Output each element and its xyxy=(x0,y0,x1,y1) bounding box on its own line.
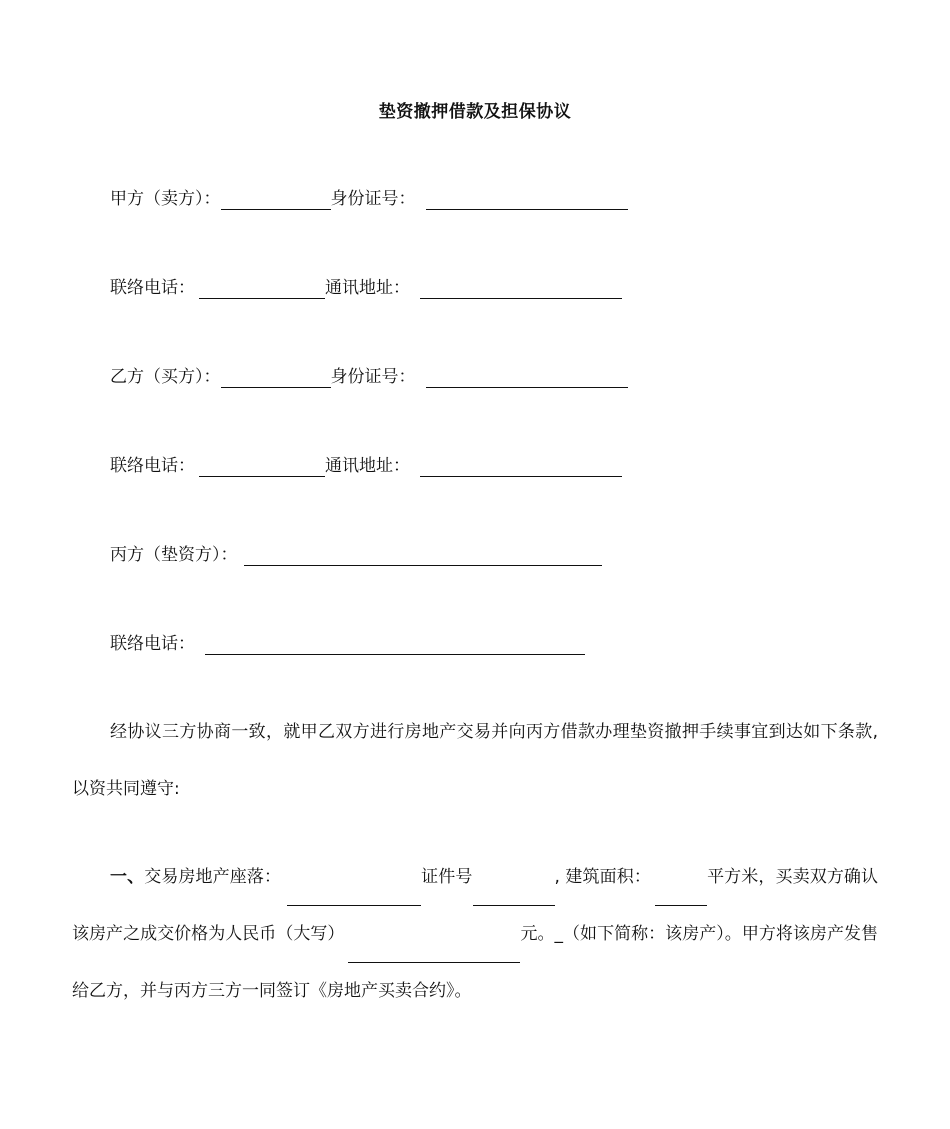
party-b-phone-field[interactable] xyxy=(199,458,325,477)
property-area-field[interactable] xyxy=(655,887,707,906)
party-a-label: 甲方（卖方）： xyxy=(110,189,221,209)
party-a-phone-field[interactable] xyxy=(199,280,325,299)
clause-1-location-label: 交易房地产座落： xyxy=(144,867,282,887)
property-location-field[interactable] xyxy=(287,887,421,906)
party-a-id-label: 身份证号： xyxy=(330,189,416,209)
party-b-address-label: 通讯地址： xyxy=(325,456,410,476)
party-a-address-field[interactable] xyxy=(420,280,622,299)
party-a-address-label: 通讯地址： xyxy=(325,278,410,298)
clause-1-cert-label: 证件号 xyxy=(421,867,473,887)
property-cert-field[interactable] xyxy=(473,887,555,906)
clause-1-area-label: , 建筑面积： xyxy=(554,867,651,887)
clause-1-price-label: 平方米，买卖双方确认该房产之成交价格为人民币（大写） xyxy=(72,867,879,944)
party-a-name-field[interactable] xyxy=(221,191,331,210)
party-b-id-label: 身份证号： xyxy=(330,367,416,387)
party-c-phone-field[interactable] xyxy=(205,636,585,655)
clause-1-number: 一、 xyxy=(110,867,145,887)
party-c-line xyxy=(110,544,602,566)
party-c-name-field[interactable] xyxy=(244,547,602,566)
party-b-contact-line xyxy=(110,455,622,477)
party-b-address-field[interactable] xyxy=(420,458,622,477)
party-c-contact-line xyxy=(110,633,585,655)
property-price-field[interactable] xyxy=(348,944,520,963)
party-b-id-field[interactable] xyxy=(426,369,628,388)
clause-1-tail: 元。_（如下简称：该房产）。甲方将该房产发售给乙方，并与丙方三方一同签订《房地产买卖合约》。 xyxy=(72,924,879,1001)
clause-1-paragraph xyxy=(72,849,878,1020)
party-b-label: 乙方（买方）： xyxy=(110,367,221,387)
party-b-name-field[interactable] xyxy=(221,369,331,388)
party-a-contact-line xyxy=(110,277,622,299)
party-a-id-field[interactable] xyxy=(426,191,628,210)
party-a-line xyxy=(110,188,628,210)
party-a-phone-label: 联络电话： xyxy=(110,278,195,298)
party-b-phone-label: 联络电话： xyxy=(110,456,195,476)
party-c-phone-label: 联络电话： xyxy=(110,634,195,654)
party-b-line xyxy=(110,366,628,388)
document-title: 垫资撤押借款及担保协议 xyxy=(378,102,572,122)
party-c-label: 丙方（垫资方）： xyxy=(110,545,238,565)
intro-paragraph: 经协议三方协商一致，就甲乙双方进行房地产交易并向丙方借款办理垫资撤押手续事宜到达如下条款,以资共同遵守: xyxy=(72,722,878,799)
